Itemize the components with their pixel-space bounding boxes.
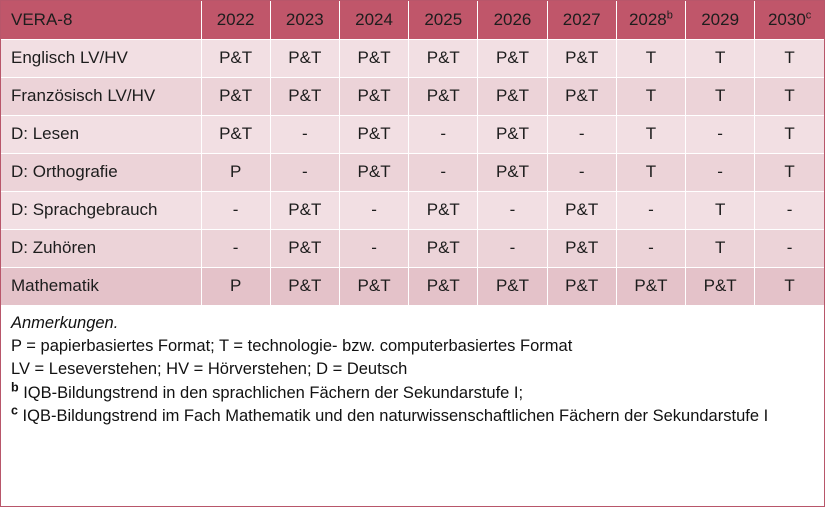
cell-orthografie-2027: - bbox=[547, 153, 616, 191]
header-year-label: 2027 bbox=[562, 9, 601, 29]
header-year-label: 2022 bbox=[216, 9, 255, 29]
notes-heading: Anmerkungen. bbox=[11, 313, 119, 332]
cell-englisch-2022: P&T bbox=[201, 39, 270, 77]
notes-line-formats: P = papierbasiertes Format; T = technologie- bzw. computerbasiertes Format bbox=[11, 336, 573, 355]
cell-sprachgebrauch-2028: - bbox=[616, 191, 685, 229]
table-body bbox=[1, 39, 824, 305]
header-year-2027 bbox=[547, 1, 616, 39]
cell-franzoesisch-2029: T bbox=[686, 77, 755, 115]
cell-lesen-2023: - bbox=[270, 115, 339, 153]
cell-mathematik-2028: P&T bbox=[616, 267, 685, 305]
cell-orthografie-2030: T bbox=[755, 153, 824, 191]
cell-englisch-2023: P&T bbox=[270, 39, 339, 77]
row-label-sprachgebrauch: D: Sprachgebrauch bbox=[1, 191, 201, 229]
cell-englisch-2028: T bbox=[616, 39, 685, 77]
header-year-2025 bbox=[409, 1, 478, 39]
cell-zuhoeren-2030: - bbox=[755, 229, 824, 267]
cell-mathematik-2027: P&T bbox=[547, 267, 616, 305]
cell-zuhoeren-2028: - bbox=[616, 229, 685, 267]
cell-mathematik-2029: P&T bbox=[686, 267, 755, 305]
cell-orthografie-2025: - bbox=[409, 153, 478, 191]
footnote-marker-b: b bbox=[11, 380, 19, 395]
cell-zuhoeren-2024: - bbox=[339, 229, 408, 267]
table-row bbox=[1, 115, 824, 153]
cell-lesen-2025: - bbox=[409, 115, 478, 153]
cell-zuhoeren-2022: - bbox=[201, 229, 270, 267]
cell-sprachgebrauch-2024: - bbox=[339, 191, 408, 229]
cell-sprachgebrauch-2026: - bbox=[478, 191, 547, 229]
cell-franzoesisch-2026: P&T bbox=[478, 77, 547, 115]
header-year-label: 2026 bbox=[493, 9, 532, 29]
cell-zuhoeren-2029: T bbox=[686, 229, 755, 267]
row-label-mathematik: Mathematik bbox=[1, 267, 201, 305]
cell-lesen-2024: P&T bbox=[339, 115, 408, 153]
cell-zuhoeren-2026: - bbox=[478, 229, 547, 267]
header-year-label: 2025 bbox=[424, 9, 463, 29]
cell-franzoesisch-2030: T bbox=[755, 77, 824, 115]
cell-franzoesisch-2024: P&T bbox=[339, 77, 408, 115]
cell-lesen-2022: P&T bbox=[201, 115, 270, 153]
header-year-label: 2030 bbox=[767, 9, 806, 29]
cell-zuhoeren-2025: P&T bbox=[409, 229, 478, 267]
cell-orthografie-2022: P bbox=[201, 153, 270, 191]
footnote-text-b: IQB-Bildungstrend in den sprachlichen Fächern der Sekundarstufe I; bbox=[18, 383, 524, 402]
cell-sprachgebrauch-2022: - bbox=[201, 191, 270, 229]
footnote-marker-b: b bbox=[666, 9, 673, 22]
cell-franzoesisch-2025: P&T bbox=[409, 77, 478, 115]
row-label-franzoesisch: Französisch LV/HV bbox=[1, 77, 201, 115]
cell-lesen-2029: - bbox=[686, 115, 755, 153]
notes-line-footnote-b bbox=[11, 382, 814, 405]
table-row bbox=[1, 77, 824, 115]
cell-orthografie-2026: P&T bbox=[478, 153, 547, 191]
cell-franzoesisch-2028: T bbox=[616, 77, 685, 115]
footnote-text-c: IQB-Bildungstrend im Fach Mathematik und den naturwissenschaftlichen Fächern der Sekundarstufe I bbox=[17, 407, 769, 426]
header-year-label: 2024 bbox=[355, 9, 393, 29]
header-year-2029 bbox=[686, 1, 755, 39]
footnote-marker-c: c bbox=[805, 9, 812, 22]
vera8-schedule-table bbox=[1, 1, 824, 306]
table-notes bbox=[1, 306, 824, 507]
row-label-englisch: Englisch LV/HV bbox=[1, 39, 201, 77]
header-year-label: 2023 bbox=[285, 9, 324, 29]
cell-mathematik-2024: P&T bbox=[339, 267, 408, 305]
row-label-orthografie: D: Orthografie bbox=[1, 153, 201, 191]
cell-sprachgebrauch-2029: T bbox=[686, 191, 755, 229]
cell-lesen-2028: T bbox=[616, 115, 685, 153]
table-row bbox=[1, 267, 824, 305]
cell-mathematik-2026: P&T bbox=[478, 267, 547, 305]
header-corner-label: VERA-8 bbox=[1, 1, 201, 39]
header-year-2030 bbox=[755, 1, 824, 39]
cell-sprachgebrauch-2027: P&T bbox=[547, 191, 616, 229]
notes-line-footnote-c bbox=[11, 405, 814, 428]
notes-line-abbreviations: LV = Leseverstehen; HV = Hörverstehen; D = Deutsch bbox=[11, 360, 408, 379]
header-year-2024 bbox=[339, 1, 408, 39]
cell-englisch-2024: P&T bbox=[339, 39, 408, 77]
cell-mathematik-2023: P&T bbox=[270, 267, 339, 305]
row-label-lesen: D: Lesen bbox=[1, 115, 201, 153]
header-row bbox=[1, 1, 824, 39]
header-year-label: 2028 bbox=[628, 9, 667, 29]
cell-englisch-2030: T bbox=[755, 39, 824, 77]
header-year-label: 2029 bbox=[701, 9, 740, 29]
header-year-2028 bbox=[616, 1, 685, 39]
table-row bbox=[1, 153, 824, 191]
cell-franzoesisch-2022: P&T bbox=[201, 77, 270, 115]
cell-lesen-2027: - bbox=[547, 115, 616, 153]
header-year-2026 bbox=[478, 1, 547, 39]
cell-sprachgebrauch-2023: P&T bbox=[270, 191, 339, 229]
footnote-marker-c: c bbox=[11, 403, 18, 418]
header-year-2023 bbox=[270, 1, 339, 39]
cell-orthografie-2023: - bbox=[270, 153, 339, 191]
cell-orthografie-2028: T bbox=[616, 153, 685, 191]
cell-orthografie-2029: - bbox=[686, 153, 755, 191]
table-row bbox=[1, 39, 824, 77]
cell-englisch-2027: P&T bbox=[547, 39, 616, 77]
cell-englisch-2025: P&T bbox=[409, 39, 478, 77]
table-header bbox=[1, 1, 824, 39]
cell-lesen-2030: T bbox=[755, 115, 824, 153]
cell-franzoesisch-2027: P&T bbox=[547, 77, 616, 115]
table-row bbox=[1, 191, 824, 229]
cell-sprachgebrauch-2030: - bbox=[755, 191, 824, 229]
cell-englisch-2029: T bbox=[686, 39, 755, 77]
cell-lesen-2026: P&T bbox=[478, 115, 547, 153]
cell-zuhoeren-2027: P&T bbox=[547, 229, 616, 267]
cell-mathematik-2022: P bbox=[201, 267, 270, 305]
row-label-zuhoeren: D: Zuhören bbox=[1, 229, 201, 267]
cell-orthografie-2024: P&T bbox=[339, 153, 408, 191]
cell-mathematik-2030: T bbox=[755, 267, 824, 305]
table-row bbox=[1, 229, 824, 267]
cell-mathematik-2025: P&T bbox=[409, 267, 478, 305]
cell-franzoesisch-2023: P&T bbox=[270, 77, 339, 115]
cell-sprachgebrauch-2025: P&T bbox=[409, 191, 478, 229]
cell-englisch-2026: P&T bbox=[478, 39, 547, 77]
header-year-2022 bbox=[201, 1, 270, 39]
cell-zuhoeren-2023: P&T bbox=[270, 229, 339, 267]
